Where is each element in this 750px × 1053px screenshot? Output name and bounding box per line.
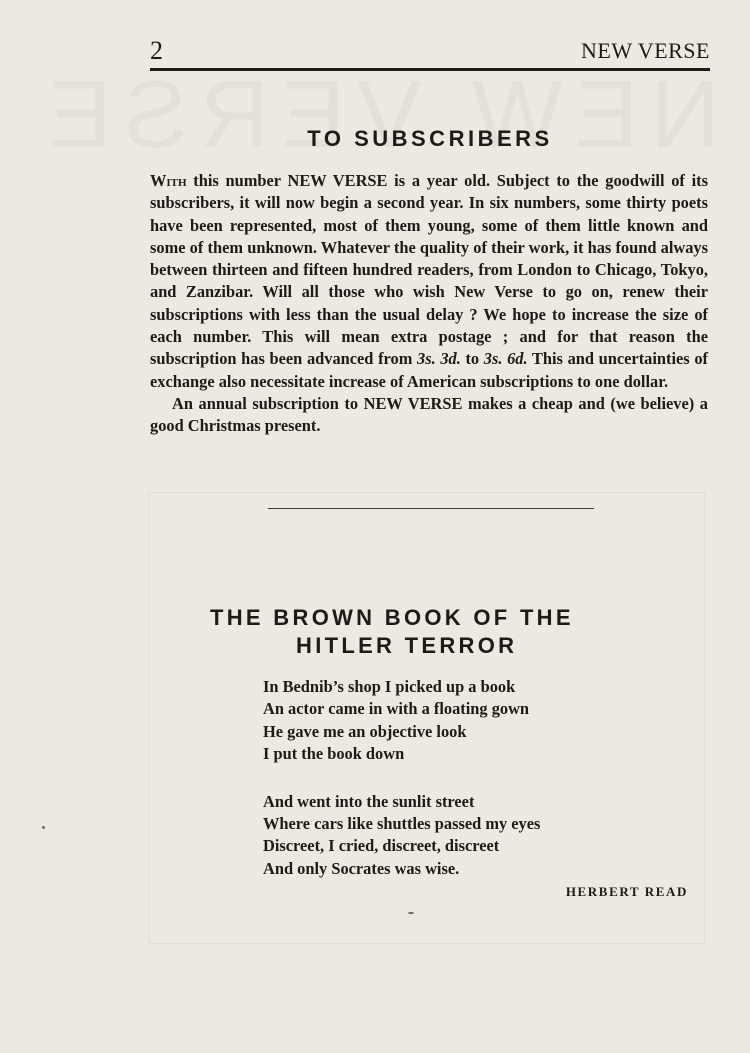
notice-paragraph-1 bbox=[150, 170, 708, 393]
page-number: 2 bbox=[150, 36, 163, 65]
poem-body bbox=[263, 676, 703, 905]
notice-body bbox=[150, 170, 708, 438]
poem-line: He gave me an objective look bbox=[263, 721, 467, 741]
price-old: 3s. 3d. bbox=[417, 349, 461, 369]
page-header bbox=[150, 36, 710, 68]
paper-speck bbox=[408, 912, 414, 914]
stanza bbox=[263, 676, 703, 766]
poem-line: Where cars like shuttles passed my eyes bbox=[263, 814, 541, 834]
stanza bbox=[263, 791, 703, 881]
notice-lead-word: With bbox=[150, 171, 187, 190]
poem-title-line-1: THE BROWN BOOK OF THE bbox=[210, 605, 574, 630]
section-divider bbox=[268, 508, 594, 509]
poem-line: And went into the sunlit street bbox=[263, 791, 475, 811]
poem-title-line-2: HITLER TERROR bbox=[296, 633, 518, 658]
price-new: 3s. 6d. bbox=[483, 349, 528, 369]
notice-paragraph-2: An annual subscription to NEW VERSE makes a cheap and (we believe) a good Christmas present. bbox=[150, 393, 708, 436]
poem-line: And only Socrates was wise. bbox=[263, 858, 460, 878]
notice-title: TO SUBSCRIBERS bbox=[307, 126, 553, 151]
poem-line: Discreet, I cried, discreet, discreet bbox=[263, 836, 500, 856]
poem-line: In Bednib’s shop I picked up a book bbox=[263, 677, 516, 696]
running-head: NEW VERSE bbox=[581, 38, 710, 63]
header-rule bbox=[150, 68, 710, 71]
show-through-masthead bbox=[150, 60, 720, 170]
poem-line: I put the book down bbox=[263, 744, 405, 764]
paper-speck bbox=[42, 826, 45, 829]
notice-text-a: this number NEW VERSE is a year old. Subject to the goodwill of its subscribers, it will now begin a second year. In six numbers, some thirty poets have been represented, most of them young, some of them little known and some of them unknown. Whatever the quality of their work, it has found always between thirteen and fifteen hundred readers, from London to Chicago, Tokyo, and Zanzibar. Will all those who wish New Verse to go on, renew their subscriptions with less than the usual delay ? We hope to increase the size of each number. This will mean extra postage ; and for that reason the subscription has been advanced from bbox=[150, 171, 708, 369]
poem-author: HERBERT READ bbox=[565, 884, 688, 899]
poem-line: An actor came in with a floating gown bbox=[263, 699, 530, 719]
price-to: to bbox=[460, 349, 484, 369]
notice-text-b: This and uncertainties of exchange also necessitate increase of American subscriptions to one dollar. bbox=[150, 349, 708, 391]
